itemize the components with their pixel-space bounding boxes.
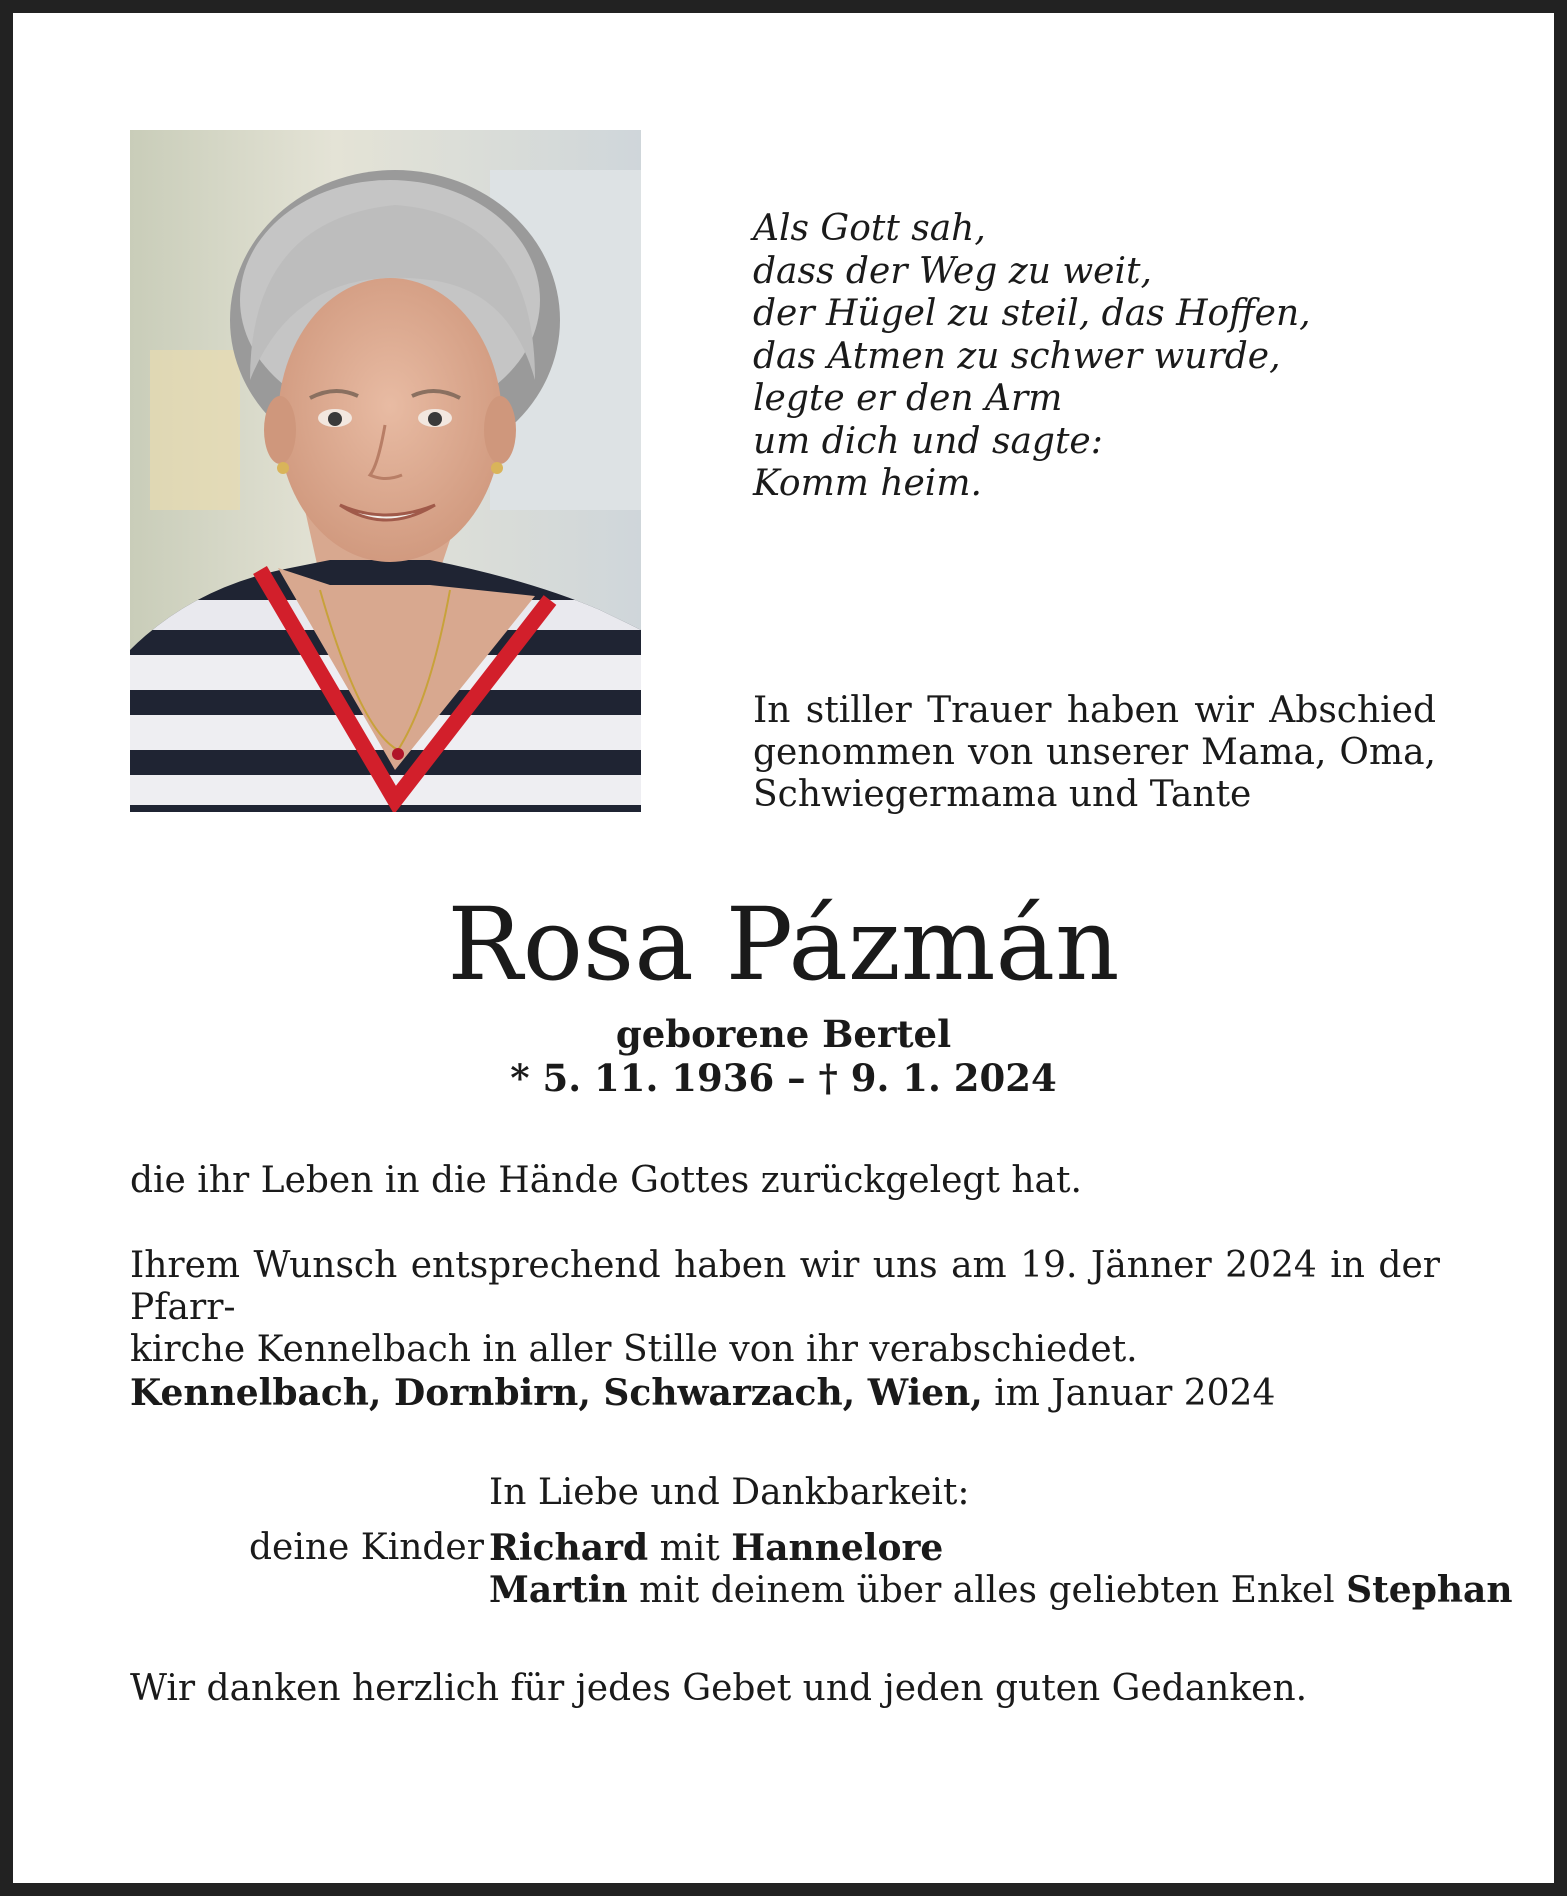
- signature-line: [489, 1527, 943, 1570]
- place-date-line: [130, 1372, 1440, 1415]
- birth-name: geborene Bertel: [615, 1012, 952, 1056]
- poem-line: Als Gott sah,: [753, 208, 986, 249]
- funeral-paragraph: [130, 1245, 1440, 1371]
- closing-text: Wir danken herzlich für jedes Gebet und jeden guten Gedanken.: [130, 1668, 1308, 1709]
- poem-line: Komm heim.: [753, 463, 982, 504]
- poem-line: legte er den Arm: [753, 378, 1063, 419]
- funeral-line: kirche Kennelbach in aller Stille von ihr verabschiedet.: [130, 1329, 1138, 1370]
- intro-line: genommen von unserer Mama, Oma,: [753, 732, 1436, 773]
- signature-heading: In Liebe und Dankbarkeit:: [489, 1472, 970, 1513]
- mourner-name: Richard: [489, 1527, 649, 1569]
- date: im Januar 2024: [994, 1373, 1276, 1414]
- places: Kennelbach, Dornbirn, Schwarzach, Wien,: [130, 1372, 983, 1414]
- connector: mit: [659, 1528, 720, 1569]
- poem: [753, 208, 1311, 506]
- mourning-intro: [753, 690, 1436, 816]
- connector: mit deinem über alles geliebten Enkel: [639, 1570, 1335, 1611]
- poem-line: dass der Weg zu weit,: [753, 250, 1152, 292]
- mourner-name: Hannelore: [731, 1527, 944, 1569]
- mourner-name: Stephan: [1346, 1569, 1513, 1611]
- signature-line: [489, 1569, 1513, 1612]
- mourner-name: Martin: [489, 1569, 628, 1611]
- funeral-line: Ihrem Wunsch entsprechend haben wir uns am 19. Jänner 2024 in der Pfarr-: [130, 1245, 1440, 1328]
- poem-line: um dich und sagte:: [753, 420, 1103, 462]
- body-paragraph: die ihr Leben in die Hände Gottes zurückgelegt hat.: [130, 1160, 1082, 1201]
- intro-line: In stiller Trauer haben wir Abschied: [753, 690, 1436, 731]
- life-dates: * 5. 11. 1936 – † 9. 1. 2024: [510, 1056, 1057, 1100]
- signature-label: deine Kinder: [249, 1527, 484, 1568]
- poem-line: der Hügel zu steil, das Hoffen,: [753, 293, 1311, 334]
- poem-line: das Atmen zu schwer wurde,: [753, 335, 1281, 377]
- intro-line: Schwiegermama und Tante: [753, 774, 1252, 815]
- portrait-photo: [130, 130, 641, 812]
- deceased-name: Rosa Pázmán: [447, 886, 1120, 1003]
